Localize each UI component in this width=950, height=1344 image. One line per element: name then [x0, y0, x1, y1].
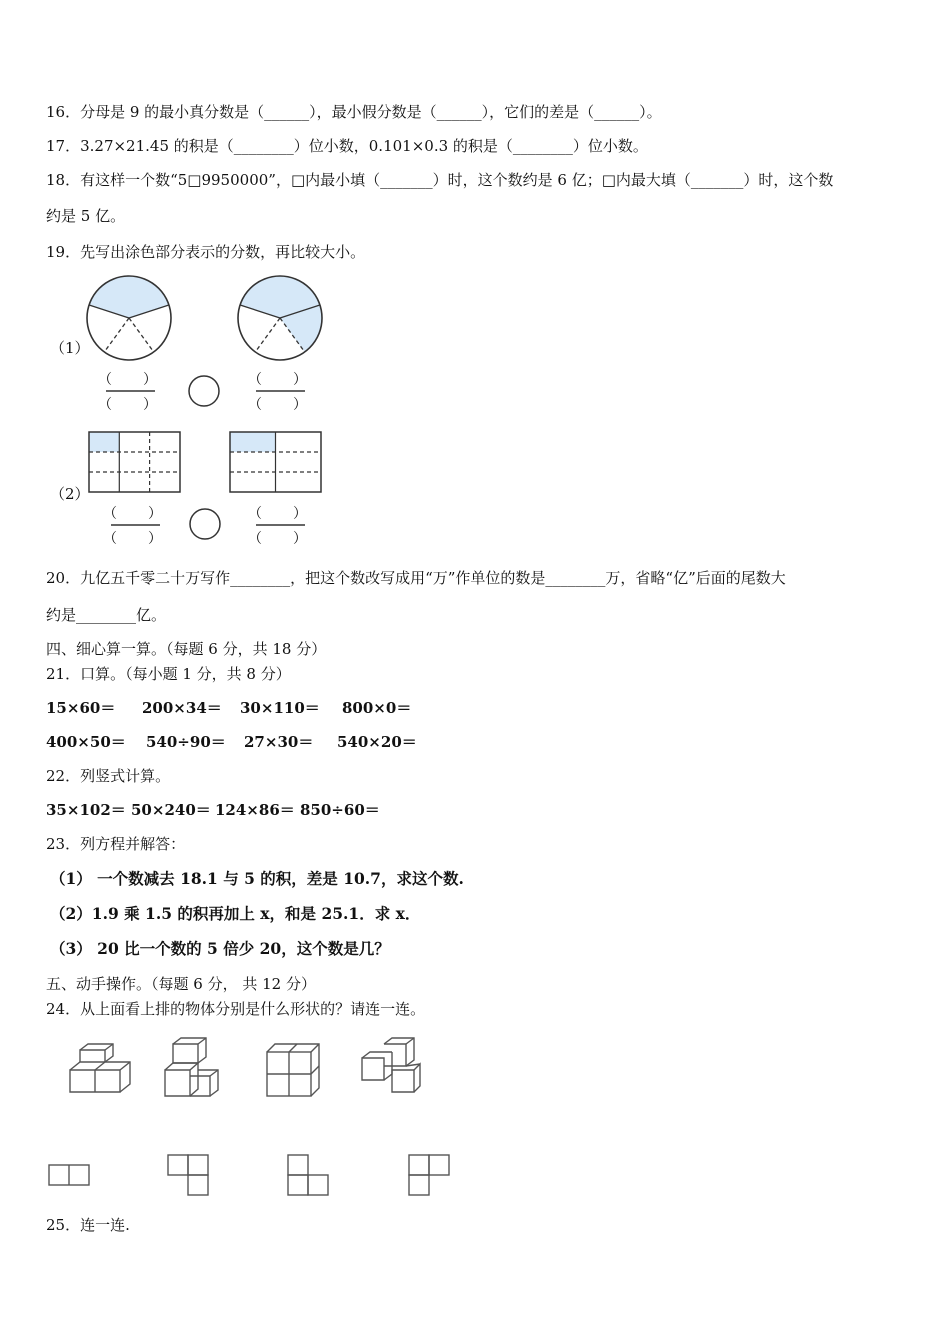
- frac1-den-close: ）: [143, 397, 157, 413]
- frac4-den-open: （: [248, 531, 262, 547]
- question-25: 25．连一连.: [46, 1216, 130, 1234]
- q23-item-3: （3） 20 比一个数的 5 倍少 20，这个数是几？: [50, 939, 390, 958]
- frac4-den-close: ）: [293, 531, 307, 547]
- calc-21-7: 27×30＝: [244, 733, 314, 751]
- question-18-line2: 约是 5 亿。: [46, 207, 126, 225]
- frac4-num-open: （: [248, 506, 262, 522]
- q19-part1-label: （1）: [50, 339, 90, 357]
- q23-item-2: （2）1.9 乘 1.5 的积再加上 x，和是 25.1．求 x．: [50, 904, 421, 923]
- frac2-den-close: ）: [293, 397, 307, 413]
- frac1-num-open: （: [98, 372, 112, 388]
- frac1-num-close: ）: [143, 372, 157, 388]
- calc-21-4: 800×0＝: [342, 699, 412, 717]
- calc-21-8: 540×20＝: [337, 733, 417, 751]
- calc-21-5: 400×50＝: [46, 733, 126, 751]
- section-4-heading: 四、细心算一算。（每题 6 分，共 18 分）: [46, 640, 327, 658]
- frac3-den-open: （: [103, 531, 117, 547]
- frac4-num-close: ）: [293, 506, 307, 522]
- calc-21-2: 200×34＝: [142, 699, 222, 717]
- question-20-line2: 约是________亿。: [46, 606, 167, 624]
- frac3-den-close: ）: [148, 531, 162, 547]
- frac3-num-close: ）: [148, 506, 162, 522]
- question-17: 17．3.27×21.45 的积是（________）位小数，0.101×0.3 的积是（________）位小数。: [46, 137, 648, 155]
- calc-21-6: 540÷90＝: [146, 733, 226, 751]
- question-24: 24．从上面看上排的物体分别是什么形状的？请连一连。: [46, 1000, 426, 1018]
- question-21: 21．口算。（每小题 1 分，共 8 分）: [46, 665, 291, 683]
- frac1-den-open: （: [98, 397, 112, 413]
- section-5-heading: 五、动手操作。（每题 6 分， 共 12 分）: [46, 975, 316, 993]
- frac2-num-open: （: [248, 372, 262, 388]
- calc-22-2: 50×240＝: [131, 801, 211, 819]
- question-16: 16．分母是 9 的最小真分数是（______），最小假分数是（______），它们的差是（______）。: [46, 103, 662, 121]
- calc-22-3: 124×86＝: [215, 801, 295, 819]
- frac2-den-open: （: [248, 397, 262, 413]
- calc-21-3: 30×110＝: [240, 699, 320, 717]
- question-20-line1: 20．九亿五千零二十万写作________，把这个数改写成用“万”作单位的数是________万，省略“亿”后面的尾数大: [46, 569, 786, 587]
- frac2-num-close: ）: [293, 372, 307, 388]
- q19-part2-label: （2）: [50, 485, 90, 503]
- question-22: 22．列竖式计算。: [46, 767, 171, 785]
- calc-22-4: 850÷60＝: [300, 801, 380, 819]
- question-23: 23．列方程并解答：: [46, 835, 186, 853]
- frac3-num-open: （: [103, 506, 117, 522]
- calc-21-1: 15×60＝: [46, 699, 116, 717]
- question-19: 19．先写出涂色部分表示的分数，再比较大小。: [46, 243, 366, 261]
- q23-item-1: （1） 一个数减去 18.1 与 5 的积，差是 10.7，求这个数.: [50, 869, 464, 888]
- question-18-line1: 18．有这样一个数“5□9950000”，□内最小填（_______）时，这个数约是 6 亿；□内最大填（_______）时，这个数: [46, 171, 834, 189]
- calc-22-1: 35×102＝: [46, 801, 126, 819]
